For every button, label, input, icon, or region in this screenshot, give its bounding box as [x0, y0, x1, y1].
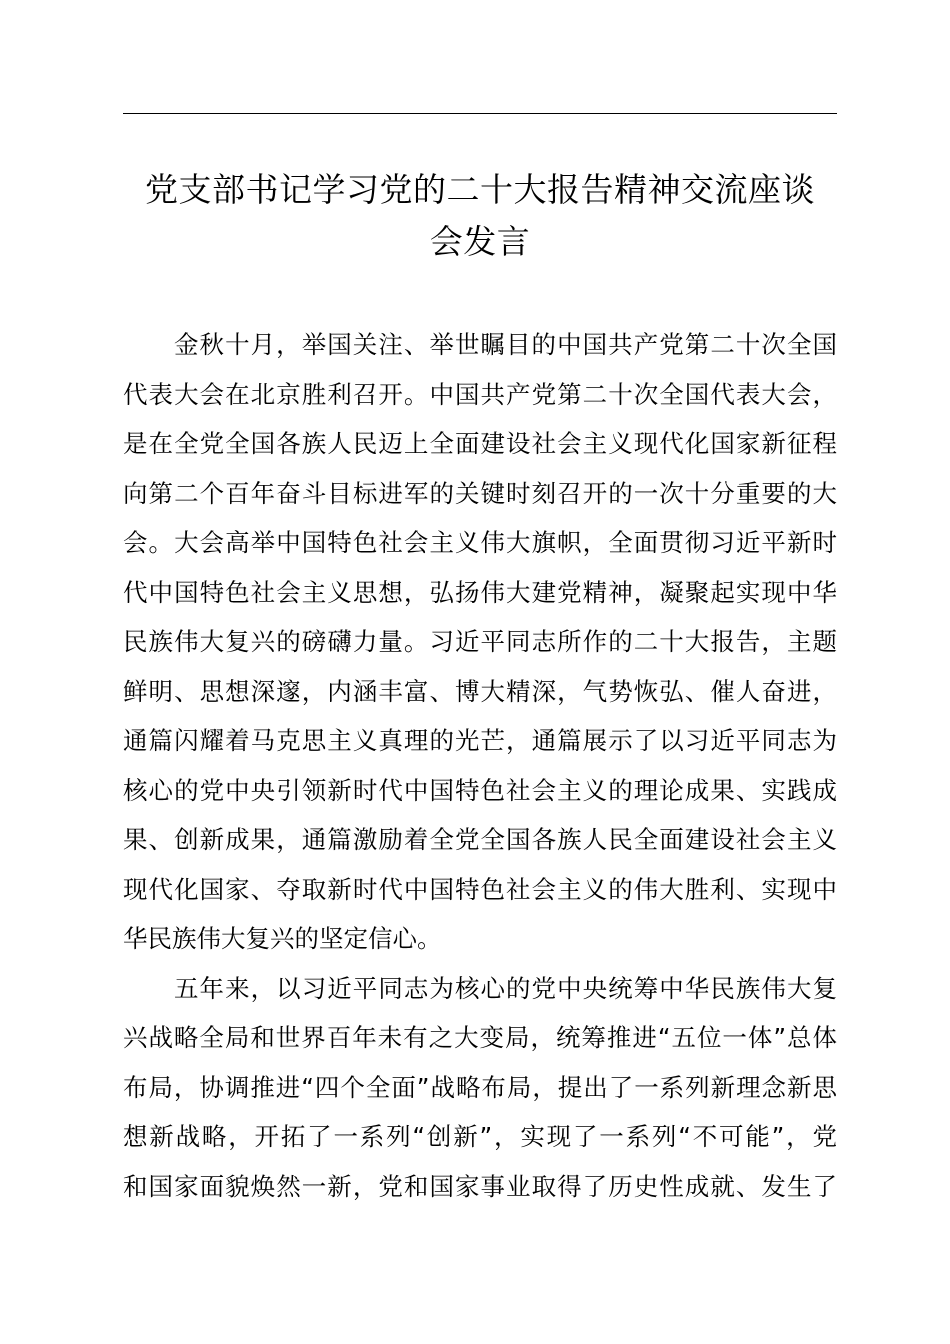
- text-line: 华民族伟大复兴的坚定信心。: [123, 924, 442, 953]
- text-line: 会。大会高举中国特色社会主义伟大旗帜，全面贯彻习近平新时: [123, 528, 837, 557]
- text-line: 和国家面貌焕然一新，党和国家事业取得了历史性成就、发生了: [123, 1171, 837, 1201]
- text-line: 代中国特色社会主义思想，弘扬伟大建党精神，凝聚起实现中华: [123, 577, 837, 607]
- text-line: 是在全党全国各族人民迈上全面建设社会主义现代化国家新征程: [123, 429, 837, 458]
- document-title: [123, 164, 837, 268]
- text-line: 五年来，以习近平同志为核心的党中央统筹中华民族伟大复: [174, 973, 837, 1003]
- paragraph-1: [123, 320, 837, 964]
- text-line: 民族伟大复兴的磅礴力量。习近平同志所作的二十大报告，主题: [123, 627, 837, 656]
- text-line: 通篇闪耀着马克思主义真理的光芒，通篇展示了以习近平同志为: [123, 726, 837, 755]
- text-line: 鲜明、思想深邃，内涵丰富、博大精深，气势恢弘、催人奋进，: [123, 676, 837, 706]
- title-line: 党支部书记学习党的二十大报告精神交流座谈: [145, 170, 815, 209]
- text-line: 布局，协调推进“四个全面”战略布局，提出了一系列新理念新思: [123, 1072, 837, 1102]
- header-rule: [123, 113, 837, 114]
- document-body: [123, 320, 837, 1211]
- title-line: 会发言: [429, 222, 531, 261]
- text-line: 向第二个百年奋斗目标进军的关键时刻召开的一次十分重要的大: [123, 478, 837, 508]
- text-line: 兴战略全局和世界百年未有之大变局，统筹推进“五位一体”总体: [123, 1023, 837, 1052]
- text-line: 核心的党中央引领新时代中国特色社会主义的理论成果、实践成: [123, 775, 837, 805]
- text-line: 现代化国家、夺取新时代中国特色社会主义的伟大胜利、实现中: [123, 874, 837, 904]
- paragraph-2: [123, 964, 837, 1212]
- text-line: 代表大会在北京胜利召开。中国共产党第二十次全国代表大会，: [123, 379, 837, 409]
- text-line: 果、创新成果，通篇激励着全党全国各族人民全面建设社会主义: [123, 825, 837, 854]
- text-line: 想新战略，开拓了一系列“创新”，实现了一系列“不可能”，党: [123, 1122, 837, 1151]
- text-line: 金秋十月，举国关注、举世瞩目的中国共产党第二十次全国: [174, 330, 837, 359]
